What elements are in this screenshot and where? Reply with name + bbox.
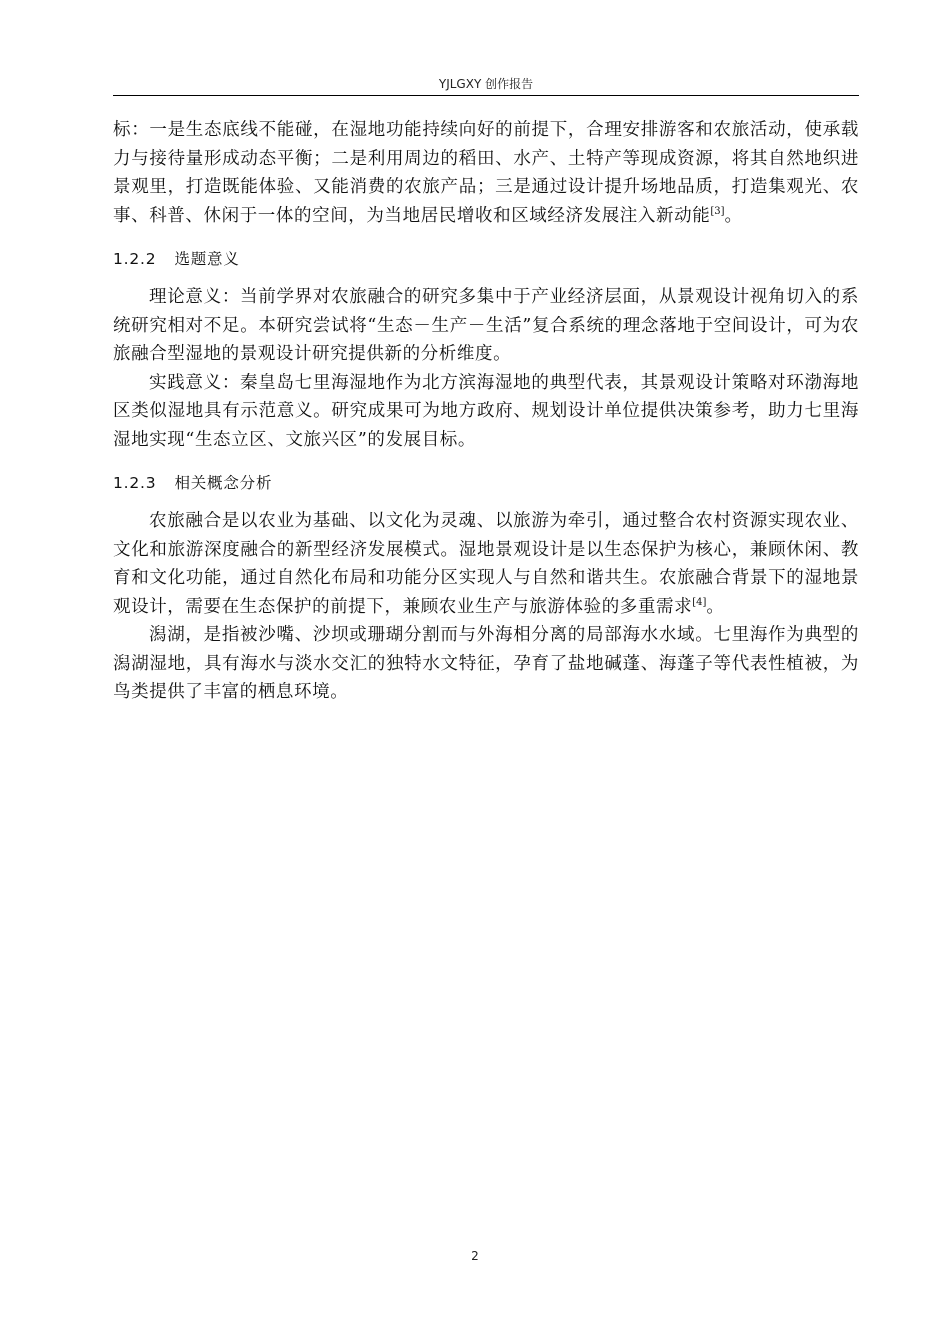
document-body [113, 116, 859, 707]
paragraph-lagoon: 潟湖，是指被沙嘴、沙坝或珊瑚分割而与外海相分离的局部海水水域。七里海作为典型的潟湖湿地，具有海水与淡水交汇的独特水文特征，孕育了盐地碱蓬、海蓬子等代表性植被，为鸟类提供了丰富的栖息环境。 [113, 625, 859, 702]
citation-4[interactable]: [4] [692, 596, 707, 608]
section-number: 1.2.2 [113, 250, 157, 268]
paragraph-concept-end: 。 [706, 596, 725, 617]
paragraph-concept [113, 507, 859, 621]
paragraph-intro-end: 。 [724, 205, 743, 226]
page-header: YJLGXY 创作报告 [438, 77, 534, 91]
section-heading-1-2-3 [113, 472, 859, 494]
section-heading-1-2-2 [113, 248, 859, 270]
paragraph-concept-text: 农旅融合是以农业为基础、以文化为灵魂、以旅游为牵引，通过整合农村资源实现农业、文化和旅游深度融合的新型经济发展模式。湿地景观设计是以生态保护为核心，兼顾休闲、教育和文化功能，通过自然化布局和功能分区实现人与自然和谐共生。农旅融合背景下的湿地景观设计，需要在生态保护的前提下，兼顾农业生产与旅游体验的多重需求 [113, 511, 859, 617]
citation-3[interactable]: [3] [710, 205, 725, 217]
section-title: 选题意义 [174, 250, 240, 268]
paragraph-practice: 实践意义：秦皇岛七里海湿地作为北方滨海湿地的典型代表，其景观设计策略对环渤海地区类似湿地具有示范意义。研究成果可为地方政府、规划设计单位提供决策参考，助力七里海湿地实现“生态立区、文旅兴区”的发展目标。 [113, 372, 859, 450]
paragraph-intro [113, 116, 859, 230]
section-number: 1.2.3 [113, 474, 157, 492]
section-title: 相关概念分析 [174, 474, 273, 492]
page-number: 2 [471, 1249, 479, 1263]
paragraph-theory: 理论意义：当前学界对农旅融合的研究多集中于产业经济层面，从景观设计视角切入的系统研究相对不足。本研究尝试将“生态－生产－生活”复合系统的理念落地于空间设计，可为农旅融合型湿地的景观设计研究提供新的分析维度。 [113, 287, 859, 364]
paragraph-intro-text: 标：一是生态底线不能碰，在湿地功能持续向好的前提下，合理安排游客和农旅活动，使承载力与接待量形成动态平衡；二是利用周边的稻田、水产、土特产等现成资源，将其自然地织进景观里，打造既能体验、又能消费的农旅产品；三是通过设计提升场地品质，打造集观光、农事、科普、休闲于一体的空间，为当地居民增收和区域经济发展注入新动能 [113, 120, 859, 226]
header-rule [113, 95, 859, 96]
